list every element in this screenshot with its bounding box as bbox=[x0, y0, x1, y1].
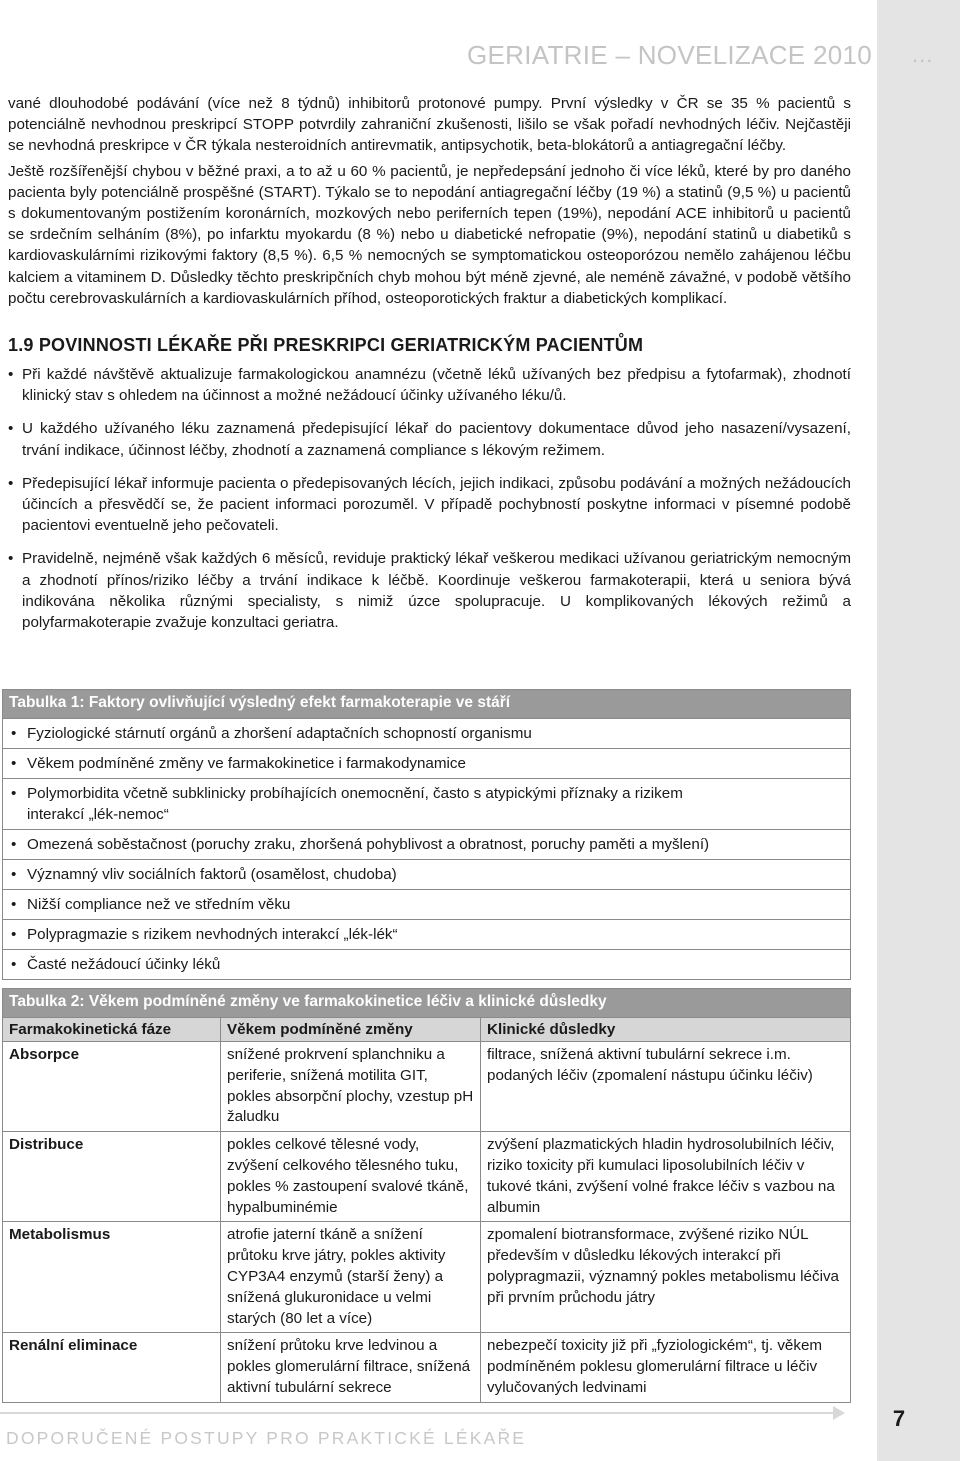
duties-list bbox=[8, 364, 851, 633]
changes-cell: snížení průtoku krve ledvinou a pokles glomerulární filtrace, snížená aktivní tubulární sekrece bbox=[221, 1333, 481, 1401]
consequences-cell: zvýšení plazmatických hladin hydrosolubilních léčiv, riziko toxicity při kumulaci liposolubilních léčiv v tukové tkáni, zvýšení volné frakce léčiv s vazbou na albumin bbox=[487, 1136, 835, 1216]
table-factors bbox=[2, 689, 851, 980]
table-row bbox=[3, 1332, 850, 1401]
table-header-row bbox=[3, 1017, 850, 1041]
table-title: Tabulka 1: Faktory ovlivňující výsledný efekt farmakoterapie ve stáří bbox=[3, 690, 850, 718]
section-heading: 1.9 POVINNOSTI LÉKAŘE PŘI PRESKRIPCI GERIATRICKÝM PACIENTŮM bbox=[8, 335, 644, 356]
table-row bbox=[3, 1131, 850, 1221]
footer-rule bbox=[0, 1412, 842, 1414]
page-header bbox=[0, 40, 960, 74]
running-title: GERIATRIE – NOVELIZACE 2010 bbox=[467, 40, 872, 70]
body-paragraph: Ještě rozšířenější chybou v běžné praxi, a to až u 60 % pacientů, je nepředepsání jednoho či více léků, které by pro daného pacienta byly potenciálně prospěšné (START). Týkalo se to nepodání antiagregační léčby (19 %) a statinů (9,5 %) u pacientů s dokumentovaným postižením koronárních, mozkových nebo periferních tepen (19%), nepodání ACE inhibitorů u pacientů se srdečním selháním (8%), po infarktu myokardu (8 %) nebo u diabetické nefropatie (9%), nepodání statinů u diabetiků s kardiovaskulárními rizikovými faktory (8,5 %). 6,5 % nemocných se symptomatickou osteoporózou nemělo zahájenou léčbu kalciem a vitaminem D. Důsledky těchto preskripčních chyb mohou být méně zjevné, ale neméně závažné, v podobě většího počtu cerebrovaskulárních a kardiovaskulárních příhod, osteoporotických fraktur a diabetických komplikací. bbox=[8, 162, 851, 307]
list-item: • Při každé návštěvě aktualizuje farmakologickou anamnézu (včetně léků užívaných bez předpisu a fytofarmak), zhodnotí klinický stav s ohledem na účinnost a možné nežádoucí účinky užívaného léku/ů. bbox=[8, 364, 851, 406]
changes-cell: pokles celkové tělesné vody, zvýšení celkového tělesného tuku, pokles % zastoupení svalové tkáně, hypalbuminémie bbox=[221, 1132, 481, 1221]
list-item: • Předepisující lékař informuje pacienta o předepisovaných lécích, jejich indikaci, způsobu podávání a možných nežádoucích účincích a přesvědčí se, že pacient informaci porozuměl. V případě pochybností poskytne informaci v písemné podobě pacientovi eventuelně jeho pečovateli. bbox=[8, 473, 851, 537]
consequences-cell: nebezpečí toxicity již při „fyziologickém“, tj. věkem podmíněném poklesu glomerulární filtrace u léčiv vylučovaných ledvinami bbox=[487, 1337, 823, 1396]
table-row: • Polypragmazie s rizikem nevhodných interakcí „lék-lék“ bbox=[3, 919, 850, 949]
table-pharmacokinetics bbox=[2, 988, 851, 1403]
column-header: Věkem podmíněné změny bbox=[221, 1018, 481, 1041]
table-title: Tabulka 2: Věkem podmíněné změny ve farmakokinetice léčiv a klinické důsledky bbox=[3, 989, 850, 1017]
footer-series-title: DOPORUČENÉ POSTUPY PRO PRAKTICKÉ LÉKAŘE bbox=[6, 1428, 527, 1448]
phase-cell: Distribuce bbox=[3, 1132, 221, 1221]
phase-cell: Metabolismus bbox=[3, 1222, 221, 1332]
phase-cell: Renální eliminace bbox=[3, 1333, 221, 1401]
main-content bbox=[8, 93, 851, 645]
column-header: Farmakokinetická fáze bbox=[3, 1018, 221, 1041]
body-paragraph: vané dlouhodobé podávání (více než 8 týdnů) inhibitorů protonové pumpy. První výsledky v ČR se 35 % pacientů s potenciálně nevhodnou preskripcí STOPP potvrdily zahraniční zkušenosti, lišilo se však pořadí nevhodných léčiv. Nejčastěji se nevhodná preskripce v ČR týkala nesteroidních antirevmatik, antipsychotik, beta-blokátorů a antiagregační léčby. bbox=[8, 95, 851, 155]
table-row bbox=[3, 1221, 850, 1332]
table-row: • Významný vliv sociálních faktorů (osamělost, chudoba) bbox=[3, 859, 850, 889]
changes-cell: snížené prokrvení splanchniku a periferie, snížená motilita GIT, pokles absorpční plochy, vzestup pH žaludku bbox=[221, 1042, 481, 1131]
table-row: • Omezená soběstačnost (poruchy zraku, zhoršená pohyblivost a obratnost, poruchy paměti a myšlení) bbox=[3, 829, 850, 859]
list-item: • Pravidelně, nejméně však každých 6 měsíců, reviduje praktický lékař veškerou medikaci užívanou geriatrickým nemocným a zhodnotí přínos/riziko léčby a trvání indikace k léčbě. Koordinuje veškerou farmakoterapii, která u seniora bývá indikována několika různými specialisty, s nimiž úzce spolupracuje. U komplikovaných lékových režimů a polyfarmakoterapie zvažuje konzultaci geriatra. bbox=[8, 548, 851, 633]
header-dots: ... bbox=[912, 42, 934, 67]
arrow-right-icon bbox=[833, 1406, 845, 1420]
consequences-cell: filtrace, snížená aktivní tubulární sekrece i.m. podaných léčiv (zpomalení nástupu účinku léčiv) bbox=[487, 1046, 813, 1084]
consequences-cell: zpomalení biotransformace, zvýšené riziko NÚL především v důsledku lékových interakcí při polypragmazii, významný pokles metabolismu léčiva při prvním průchodu játry bbox=[487, 1226, 839, 1306]
phase-cell: Absorpce bbox=[3, 1042, 221, 1131]
table-row: • Nižší compliance než ve středním věku bbox=[3, 889, 850, 919]
table-row: • Polymorbidita včetně subklinicky probíhajících onemocnění, často s atypickými příznaky a rizikem interakcí „lék-nemoc“ bbox=[3, 778, 850, 829]
table-row: • Časté nežádoucí účinky léků bbox=[3, 949, 850, 979]
table-row: • Věkem podmíněné změny ve farmakokinetice i farmakodynamice bbox=[3, 748, 850, 778]
column-header: Klinické důsledky bbox=[487, 1021, 616, 1038]
page-number: 7 bbox=[892, 1406, 906, 1431]
changes-cell: atrofie jaterní tkáně a snížení průtoku krve játry, pokles aktivity CYP3A4 enzymů (starší ženy) a snížená glukuronidace u velmi starých (80 let a více) bbox=[221, 1222, 481, 1332]
side-strip bbox=[877, 0, 960, 1461]
list-item: • U každého užívaného léku zaznamená předepisující lékař do pacientovy dokumentace důvod jeho nasazení/vysazení, trvání indikace, účinnost léčby, zhodnotí a zaznamená compliance s lékovým režimem. bbox=[8, 418, 851, 460]
table-row: • Fyziologické stárnutí orgánů a zhoršení adaptačních schopností organismu bbox=[3, 718, 850, 748]
table-row bbox=[3, 1041, 850, 1131]
